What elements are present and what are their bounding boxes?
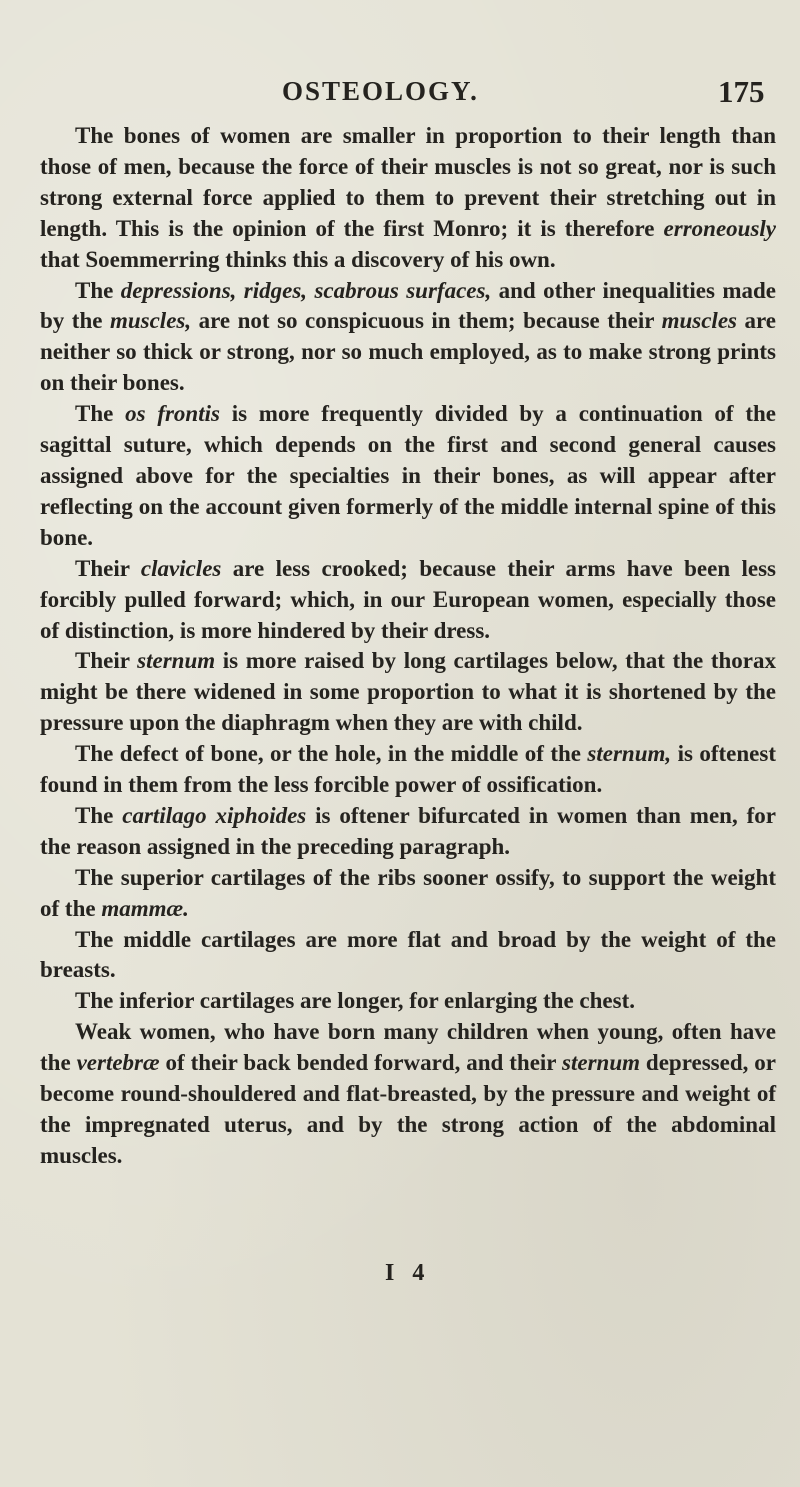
italic-term: mammæ. xyxy=(101,895,189,921)
text-run: are less crooked; because their arms have been less forcibly pulled forward; which, in our European women, especially those of distinction, is more hindered by their dress. xyxy=(40,555,776,643)
paragraph xyxy=(40,925,776,987)
paragraph xyxy=(40,276,776,400)
italic-term: depressions, ridges, scabrous surfaces, xyxy=(120,277,492,303)
text-run: are neither so thick or strong, nor so much employed, as to make strong prints on their bones. xyxy=(40,308,776,396)
text-run: is more raised by long cartilages below, that the thorax might be there widened in some proportion to what it is shortened by the pressure upon the diaphragm when they are with child. xyxy=(40,648,776,736)
text-run: is oftener bifurcated in women than men, for the reason assigned in the preceding paragraph. xyxy=(40,802,776,859)
text-run: The superior cartilages of the ribs sooner ossify, to support the weight of the xyxy=(40,864,776,921)
paragraph xyxy=(40,863,776,925)
italic-term: vertebræ xyxy=(76,1050,160,1076)
text-run: The inferior cartilages are longer, for enlarging the chest. xyxy=(75,988,635,1014)
text-run: Their xyxy=(75,555,141,581)
text-run: Weak women, who have born many children when young, often have the xyxy=(40,1019,776,1076)
italic-term: erroneously xyxy=(663,215,776,241)
text-run: The xyxy=(75,277,121,303)
text-run: depressed, or become round-shouldered and flat-breasted, by the pressure and weight of the impregnated uterus, and by the strong action of the abdominal muscles. xyxy=(40,1050,777,1168)
italic-term: muscles xyxy=(661,308,737,334)
body-text xyxy=(40,121,776,1172)
text-run: The bones of women are smaller in proportion to their length than those of men, because the force of their muscles is not so great, nor is such strong external force applied to them to prevent their stretching out in length. This is the opinion of the first Monro; it is therefore xyxy=(40,123,776,241)
paragraph xyxy=(40,801,776,863)
paragraph xyxy=(40,1017,776,1172)
text-run: is more frequently divided by a continuation of the sagittal suture, which depends on the first and second general causes assigned above for the specialties in their bones, as will appear after reflecting on the account given formerly of the middle internal spine of this bone. xyxy=(40,401,776,550)
italic-term: clavicles xyxy=(140,555,222,581)
italic-term: sternum xyxy=(562,1050,641,1076)
paragraph xyxy=(40,986,776,1017)
italic-term: cartilago xiphoides xyxy=(122,802,307,828)
page-header xyxy=(0,74,800,114)
italic-term: muscles, xyxy=(109,308,192,334)
text-run: and other inequalities made by the xyxy=(40,277,776,334)
text-run: Their xyxy=(75,648,138,674)
paragraph xyxy=(40,646,776,739)
text-run: is oftenest found in them from the less forcible power of ossification. xyxy=(40,741,776,798)
text-run: of their back bended forward, and their xyxy=(159,1050,563,1076)
paragraph xyxy=(40,739,776,801)
text-run: are not so conspicuous in them; because their xyxy=(191,308,662,334)
running-title: OSTEOLOGY. xyxy=(282,76,479,106)
italic-term: sternum, xyxy=(587,741,672,767)
page-number: 175 xyxy=(718,74,765,109)
text-run: that Soemmerring thinks this a discovery of his own. xyxy=(40,246,556,272)
text-run: The defect of bone, or the hole, in the middle of the xyxy=(75,741,588,767)
signature-mark: I 4 xyxy=(385,1260,431,1286)
text-run: The xyxy=(75,802,123,828)
paragraph xyxy=(40,554,776,647)
italic-term: sternum xyxy=(137,648,216,674)
paragraph xyxy=(40,121,776,276)
text-run: The xyxy=(75,401,126,427)
text-run: The middle cartilages are more flat and broad by the weight of the breasts. xyxy=(40,926,776,983)
paragraph xyxy=(40,399,776,554)
italic-term: os frontis xyxy=(125,401,220,427)
